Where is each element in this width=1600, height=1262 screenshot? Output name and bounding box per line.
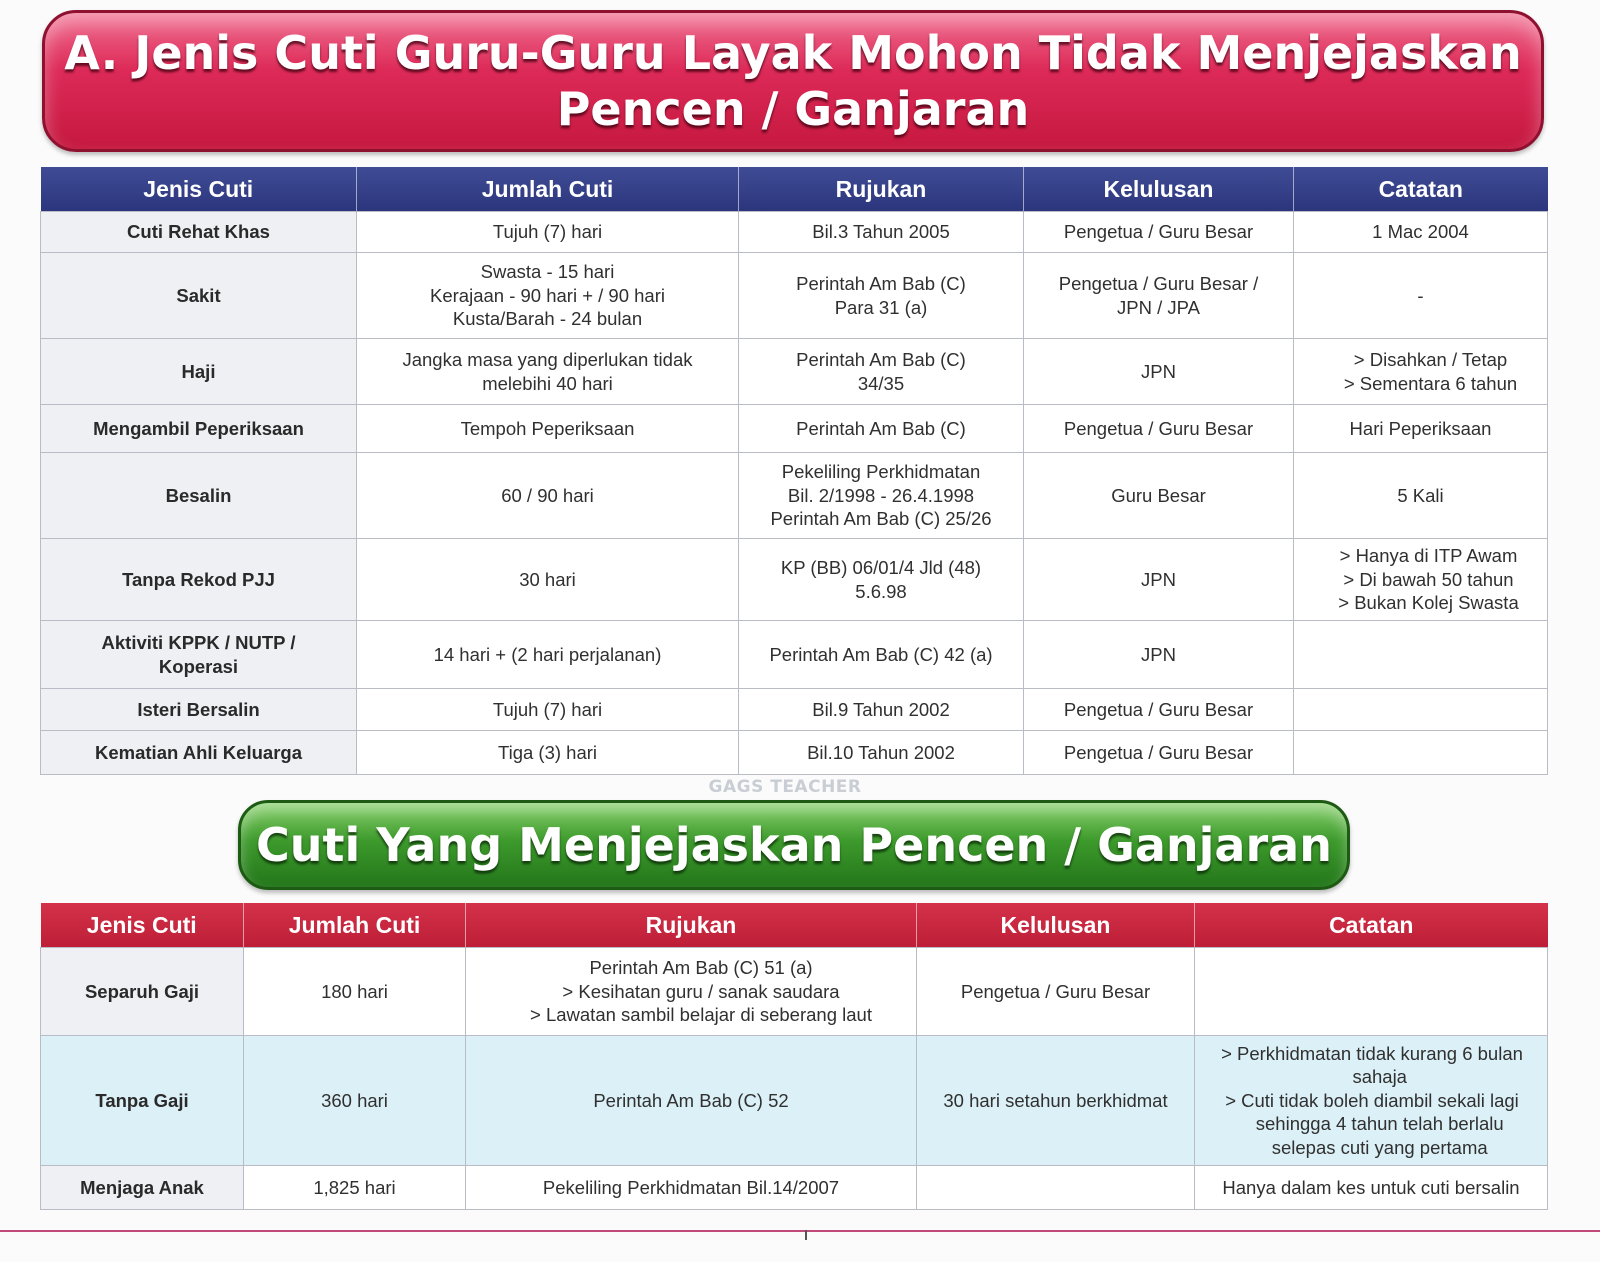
- leave-type-cell: Isteri Bersalin: [41, 689, 357, 731]
- leave-type-cell: Besalin: [41, 453, 357, 539]
- reference-cell: Perintah Am Bab (C) 34/35: [739, 339, 1024, 405]
- leave-type-cell: Sakit: [41, 253, 357, 339]
- column-header-catatan: Catatan: [1294, 167, 1548, 212]
- leave-type-cell: Menjaga Anak: [41, 1166, 244, 1210]
- notes-cell: Hanya dalam kes untuk cuti bersalin: [1195, 1166, 1548, 1210]
- leave-amount-cell: Jangka masa yang diperlukan tidak melebihi 40 hari: [357, 339, 739, 405]
- section-b-title-banner: [238, 800, 1350, 890]
- table-b-header-row: [41, 903, 1548, 948]
- leave-amount-cell: Tujuh (7) hari: [357, 689, 739, 731]
- column-header-kelulusan: Kelulusan: [917, 903, 1195, 948]
- notes-cell: [1294, 689, 1548, 731]
- leave-amount-cell: Tiga (3) hari: [357, 731, 739, 775]
- approval-cell: JPN: [1024, 339, 1294, 405]
- table-row: [41, 1166, 1548, 1210]
- column-header-jumlah-cuti: Jumlah Cuti: [357, 167, 739, 212]
- approval-cell: Pengetua / Guru Besar: [917, 948, 1195, 1036]
- notes-cell: 5 Kali: [1294, 453, 1548, 539]
- notes-cell: [1195, 948, 1548, 1036]
- leave-amount-cell: Tempoh Peperiksaan: [357, 405, 739, 453]
- leave-type-cell: Haji: [41, 339, 357, 405]
- leave-amount-cell: 30 hari: [357, 539, 739, 621]
- approval-cell: Guru Besar: [1024, 453, 1294, 539]
- column-header-jenis-cuti: Jenis Cuti: [86, 911, 197, 938]
- table-row: [41, 539, 1548, 621]
- table-row: [41, 212, 1548, 253]
- column-header-rujukan: Rujukan: [739, 167, 1024, 212]
- approval-cell: Pengetua / Guru Besar: [1024, 405, 1294, 453]
- reference-cell: Pekeliling Perkhidmatan Bil.14/2007: [466, 1166, 917, 1210]
- table-row: [41, 621, 1548, 689]
- leave-type-cell: Kematian Ahli Keluarga: [41, 731, 357, 775]
- approval-cell: Pengetua / Guru Besar / JPN / JPA: [1024, 253, 1294, 339]
- approval-cell: Pengetua / Guru Besar: [1024, 212, 1294, 253]
- leave-type-cell: Tanpa Rekod PJJ: [41, 539, 357, 621]
- notes-cell: 1 Mac 2004: [1294, 212, 1548, 253]
- approval-cell: Pengetua / Guru Besar: [1024, 689, 1294, 731]
- table-row: [41, 253, 1548, 339]
- section-a-title-line1: A. Jenis Cuti Guru-Guru Layak Mohon Tidak Menjejaskan: [64, 26, 1522, 80]
- section-b-title: Cuti Yang Menjejaskan Pencen / Ganjaran: [256, 818, 1332, 872]
- reference-cell: Perintah Am Bab (C): [739, 405, 1024, 453]
- notes-cell: > Hanya di ITP Awam > Di bawah 50 tahun > Bukan Kolej Swasta: [1294, 539, 1548, 621]
- approval-cell: 30 hari setahun berkhidmat: [917, 1036, 1195, 1166]
- column-header-kelulusan: Kelulusan: [1024, 167, 1294, 212]
- approval-cell: [917, 1166, 1195, 1210]
- notes-cell: > Disahkan / Tetap > Sementara 6 tahun: [1294, 339, 1548, 405]
- column-header-jenis-cuti: Jenis Cuti: [143, 175, 254, 202]
- reference-cell: Perintah Am Bab (C) 51 (a) > Kesihatan guru / sanak saudara > Lawatan sambil belajar di seberang laut: [466, 948, 917, 1036]
- reference-cell: Pekeliling Perkhidmatan Bil. 2/1998 - 26.4.1998 Perintah Am Bab (C) 25/26: [739, 453, 1024, 539]
- leave-amount-cell: 180 hari: [244, 948, 466, 1036]
- leave-type-cell: Cuti Rehat Khas: [41, 212, 357, 253]
- leave-type-cell: Mengambil Peperiksaan: [41, 405, 357, 453]
- column-header-rujukan: Rujukan: [466, 903, 917, 948]
- table-row: [41, 453, 1548, 539]
- approval-cell: JPN: [1024, 539, 1294, 621]
- section-a-title-line2: Pencen / Ganjaran: [556, 82, 1030, 136]
- reference-cell: Bil.10 Tahun 2002: [739, 731, 1024, 775]
- leave-amount-cell: 60 / 90 hari: [357, 453, 739, 539]
- table-row: [41, 731, 1548, 775]
- leave-amount-cell: 360 hari: [244, 1036, 466, 1166]
- notes-cell: Hari Peperiksaan: [1294, 405, 1548, 453]
- column-header-jumlah-cuti: Jumlah Cuti: [244, 903, 466, 948]
- reference-cell: Perintah Am Bab (C) 42 (a): [739, 621, 1024, 689]
- reference-cell: KP (BB) 06/01/4 Jld (48) 5.6.98: [739, 539, 1024, 621]
- reference-cell: Bil.9 Tahun 2002: [739, 689, 1024, 731]
- page-tick-mark: [805, 1230, 807, 1240]
- leave-amount-cell: Swasta - 15 hari Kerajaan - 90 hari + / 90 hari Kusta/Barah - 24 bulan: [357, 253, 739, 339]
- leave-table-no-pension-impact: [40, 167, 1548, 775]
- approval-cell: JPN: [1024, 621, 1294, 689]
- table-row: [41, 689, 1548, 731]
- bottom-divider: [0, 1230, 1600, 1232]
- table-row: [41, 339, 1548, 405]
- section-a-title-banner: [42, 10, 1544, 152]
- table-row: [41, 405, 1548, 453]
- notes-cell: [1294, 621, 1548, 689]
- notes-cell: > Perkhidmatan tidak kurang 6 bulan sahaja > Cuti tidak boleh diambil sekali lagi sehingga 4 tahun telah berlalu selepas cuti yang pertama: [1195, 1036, 1548, 1166]
- leave-amount-cell: 1,825 hari: [244, 1166, 466, 1210]
- reference-cell: Perintah Am Bab (C) 52: [466, 1036, 917, 1166]
- notes-cell: -: [1294, 253, 1548, 339]
- table-row: [41, 1036, 1548, 1166]
- notes-cell: [1294, 731, 1548, 775]
- table-row: [41, 948, 1548, 1036]
- leave-table-pension-impact: [40, 903, 1548, 1210]
- column-header-catatan: Catatan: [1195, 903, 1548, 948]
- leave-type-cell: Separuh Gaji: [41, 948, 244, 1036]
- approval-cell: Pengetua / Guru Besar: [1024, 731, 1294, 775]
- leave-type-cell: Tanpa Gaji: [41, 1036, 244, 1166]
- reference-cell: Perintah Am Bab (C) Para 31 (a): [739, 253, 1024, 339]
- table-a-header-row: [41, 167, 1548, 212]
- leave-type-cell: Aktiviti KPPK / NUTP / Koperasi: [41, 621, 357, 689]
- watermark-text: GAGS TEACHER: [708, 777, 862, 797]
- leave-amount-cell: 14 hari + (2 hari perjalanan): [357, 621, 739, 689]
- leave-amount-cell: Tujuh (7) hari: [357, 212, 739, 253]
- reference-cell: Bil.3 Tahun 2005: [739, 212, 1024, 253]
